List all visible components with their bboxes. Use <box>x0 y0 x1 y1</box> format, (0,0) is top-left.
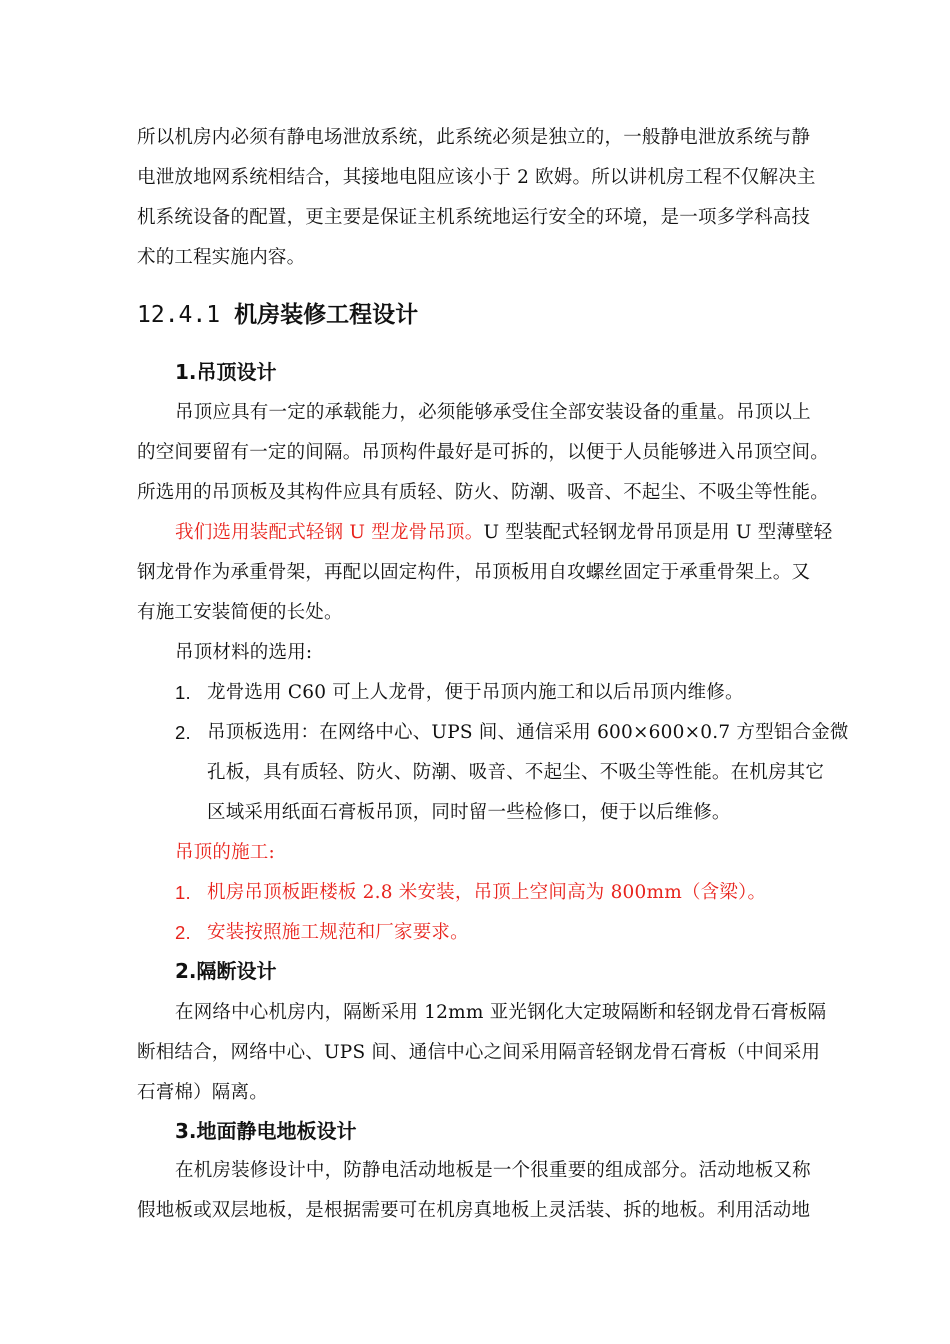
partition-line-1: 在网络中心机房内，隔断采用 12mm 亚光钢化大定玻隔断和轻钢龙骨石膏板隔 <box>175 1002 827 1023</box>
section-title: 机房装修工程设计 <box>234 302 419 328</box>
materials-item-1-text: 龙骨选用 C60 可上人龙骨，便于吊顶内施工和以后吊顶内维修。 <box>207 682 744 703</box>
ceiling-para2-line-2: 钢龙骨作为承重骨架，再配以固定构件，吊顶板用自攻螺丝固定于承重骨架上。又 <box>137 562 811 583</box>
section-heading <box>137 300 418 330</box>
intro-line-1: 所以机房内必须有静电场泄放系统，此系统必须是独立的，一般静电泄放系统与静 <box>137 127 811 148</box>
construction-item-2-number: 2. <box>175 922 191 943</box>
construction-item-1-number: 1. <box>175 882 191 903</box>
section-number: 12.4.1 <box>137 302 221 328</box>
floor-line-1: 在机房装修设计中，防静电活动地板是一个很重要的组成部分。活动地板又称 <box>175 1160 811 1181</box>
floor-heading: 3.地面静电地板设计 <box>175 1119 357 1143</box>
construction-item-2-text: 安装按照施工规范和厂家要求。 <box>207 922 469 943</box>
ceiling-para2-line-3: 有施工安装简便的长处。 <box>137 602 343 623</box>
ceiling-para2-line-1 <box>175 520 833 546</box>
materials-item-2-line-3: 区域采用纸面石膏板吊顶，同时留一些检修口，便于以后维修。 <box>207 802 731 823</box>
materials-item-2-line-2: 孔板，具有质轻、防火、防潮、吸音、不起尘、不吸尘等性能。在机房其它 <box>207 762 825 783</box>
intro-line-4: 术的工程实施内容。 <box>137 247 306 268</box>
construction-item-1-text: 机房吊顶板距楼板 2.8 米安装，吊顶上空间高为 800mm（含梁）。 <box>207 882 767 903</box>
partition-line-3: 石膏棉）隔离。 <box>137 1082 268 1103</box>
ceiling-para1-line-2: 的空间要留有一定的间隔。吊顶构件最好是可拆的，以便于人员能够进入吊顶空间。 <box>137 442 829 463</box>
materials-label: 吊顶材料的选用: <box>175 642 313 663</box>
ceiling-para2-rest: U 型装配式轻钢龙骨吊顶是用 U 型薄壁轻 <box>483 522 833 543</box>
intro-line-3: 机系统设备的配置，更主要是保证主机系统地运行安全的环境，是一项多学科高技 <box>137 207 811 228</box>
floor-line-2: 假地板或双层地板，是根据需要可在机房真地板上灵活装、拆的地板。利用活动地 <box>137 1200 811 1221</box>
ceiling-para1-line-1: 吊顶应具有一定的承载能力，必须能够承受住全部安装设备的重量。吊顶以上 <box>175 402 811 423</box>
materials-item-1-number: 1. <box>175 682 191 703</box>
partition-heading: 2.隔断设计 <box>175 959 277 983</box>
intro-line-2: 电泄放地网系统相结合，其接地电阻应该小于 2 欧姆。所以讲机房工程不仅解决主 <box>137 167 816 188</box>
ceiling-choice-highlight: 我们选用装配式轻钢 U 型龙骨吊顶。 <box>175 522 484 543</box>
construction-label: 吊顶的施工: <box>175 842 275 863</box>
materials-item-2-line-1: 吊顶板选用：在网络中心、UPS 间、通信采用 600×600×0.7 方型铝合金微 <box>207 722 849 743</box>
ceiling-heading: 1.吊顶设计 <box>175 360 277 384</box>
partition-line-2: 断相结合，网络中心、UPS 间、通信中心之间采用隔音轻钢龙骨石膏板（中间采用 <box>137 1042 821 1063</box>
ceiling-para1-line-3: 所选用的吊顶板及其构件应具有质轻、防火、防潮、吸音、不起尘、不吸尘等性能。 <box>137 482 829 503</box>
materials-item-2-number: 2. <box>175 722 191 743</box>
